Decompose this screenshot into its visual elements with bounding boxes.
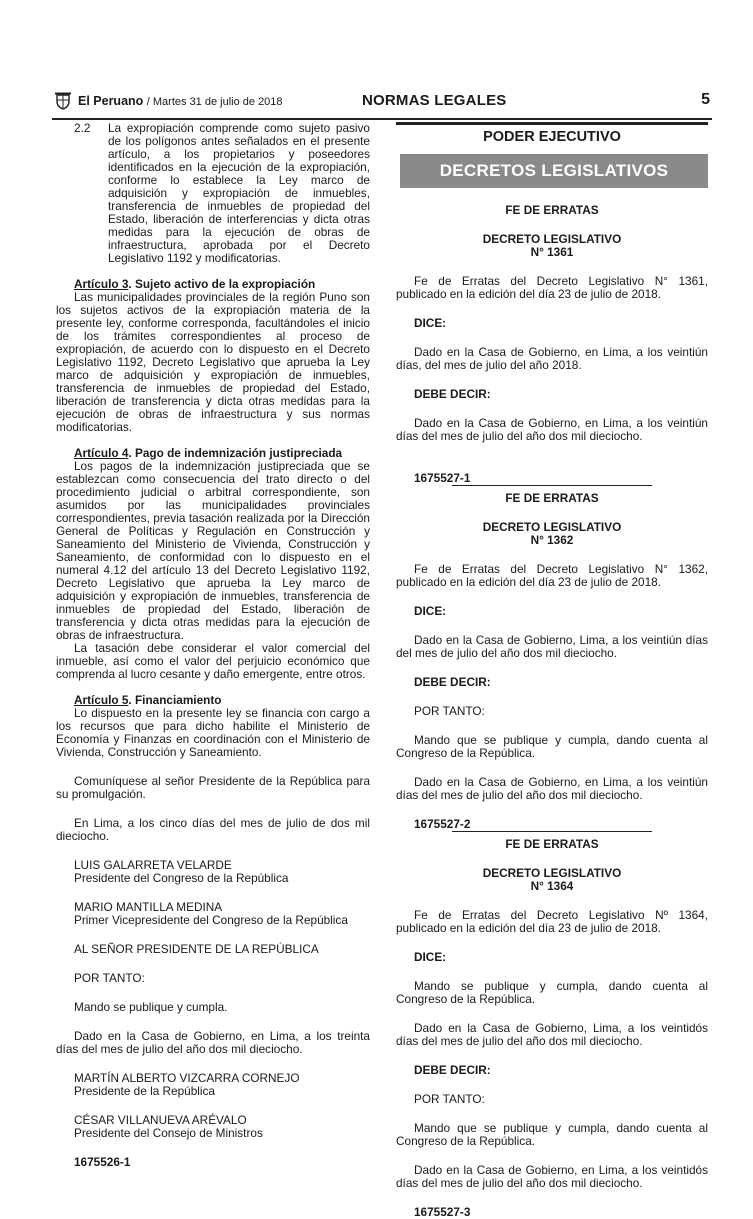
article-4-text-1: Los pagos de la indemnización justipreciada que se establezcan como consecuencia del trato directo o del procedimiento judicial o arbitral correspondiente, son asumidos por las municipalidades provinciales correspondientes, previa tasación realizada por la Dirección General de Políticas y Regulación en Construcción y Saneamiento del Ministerio de Vivienda, Construcción y Saneamiento, de conformidad con lo dispuesto en el numeral 4.12 del artículo 13 del Decreto Legislativo 1192, Decreto Legislativo que aprueba la Ley marco de adquisición y expropiación de inmuebles, transferencia de inmuebles de propiedad del Estado, liberación de transferencia y dicta otras medidas para la ejecución de obras de infraestructura. [56,459,370,642]
errata-2-intro: Fe de Erratas del Decreto Legislativo N° 1362, publicado en la edición del día 23 de julio de 2018. [396,562,708,589]
errata-1-dice-text: Dado en la Casa de Gobierno, en Lima, a los veintiún días, del mes de julio del año 2018. [396,345,708,372]
article-5-heading: Artículo 5. Financiamiento [74,693,222,707]
item-text: La expropiación comprende como sujeto pasivo de los polígonos antes señalados en el presente artículo, a los propietarios y poseedores identificados en la ejecución de la expropiación, conforme lo establece la Ley marco de adquisición y expropiación de inmuebles, transferencia de inmuebles de propiedad del Estado, liberación de interferencias y dicta otras medidas para la ejecución de obras de infraestructura, aprobada por el Decreto Legislativo 1192 y modificatorias. [108,121,370,265]
page-number: 5 [701,91,710,108]
al-senor-presidente: AL SEÑOR PRESIDENTE DE LA REPÚBLICA [74,942,319,956]
errata-1-dice-label: DICE: [414,316,447,330]
por-tanto: POR TANTO: [74,971,145,985]
errata-2-dice-text: Dado en la Casa de Gobierno, Lima, a los veintiún días del mes de julio del año dos mil dieciocho. [396,633,708,660]
comuniquese-text: Comuníquese al señor Presidente de la República para su promulgación. [56,774,370,801]
errata-1-heading: FE DE ERRATAS [505,203,599,217]
errata-1-debe-text: Dado en la Casa de Gobierno, en Lima, a los veintiún días del mes de julio del año dos mil dieciocho. [396,416,708,443]
signature-2-name: MARIO MANTILLA MEDINA [74,900,223,914]
errata-3-dice-text-2: Dado en la Casa de Gobierno, Lima, a los veintidós días del mes de julio del año dos mil dieciocho. [396,1021,708,1048]
errata-2-title: DECRETO LEGISLATIVO [482,520,622,534]
errata-2-dice-label: DICE: [414,604,447,618]
article-4-text-2: La tasación debe considerar el valor comercial del inmueble, así como el valor del perjuicio económico que comprenda al lucro cesante y daño emergente, entre otros. [56,641,370,681]
errata-3-dado: Dado en la Casa de Gobierno, en Lima, a los veintidós días del mes de julio del año dos mil dieciocho. [396,1163,708,1190]
errata-3-intro: Fe de Erratas del Decreto Legislativo Nº 1364, publicado en la edición del día 23 de julio de 2018. [396,908,708,935]
mando-text: Mando se publique y cumpla. [74,1000,228,1014]
coat-of-arms-icon [54,92,72,110]
errata-1-title: DECRETO LEGISLATIVO [482,232,622,246]
errata-2-number: N° 1362 [530,533,574,547]
errata-1-debe-label: DEBE DECIR: [414,387,491,401]
publication-code: 1675526-1 [74,1155,131,1169]
errata-3-dice-label: DICE: [414,950,447,964]
errata-2-mando: Mando que se publique y cumpla, dando cuenta al Congreso de la República. [396,733,708,760]
left-column [56,122,370,1169]
header-date: / Martes 31 de julio de 2018 [146,96,283,108]
errata-3-dice-text-1: Mando se publique y cumpla, dando cuenta al Congreso de la República. [396,979,708,1006]
errata-2-por-tanto: POR TANTO: [414,704,485,718]
errata-3-heading: FE DE ERRATAS [505,837,599,851]
errata-3-title: DECRETO LEGISLATIVO [482,866,622,880]
errata-2-heading: FE DE ERRATAS [505,491,599,505]
errata-1-intro: Fe de Erratas del Decreto Legislativo N° 1361, publicado en la edición del día 23 de julio de 2018. [396,274,708,301]
errata-3-number: N° 1364 [530,879,574,893]
errata-2-dado: Dado en la Casa de Gobierno, en Lima, a los veintiún días del mes de julio del año dos mil dieciocho. [396,775,708,802]
signature-4-name: CÉSAR VILLANUEVA ARÉVALO [74,1113,247,1127]
errata-3-code: 1675527-3 [414,1205,471,1219]
errata-2-code: 1675527-2 [414,817,471,831]
signature-1-title: Presidente del Congreso de la República [74,871,289,885]
signature-3-title: Presidente de la República [74,1084,215,1098]
newspaper-name: El Peruano / Martes 31 de julio de 2018 [78,94,283,108]
errata-3-debe-label: DEBE DECIR: [414,1063,491,1077]
item-2-2 [74,122,370,265]
errata-3-mando: Mando que se publique y cumpla, dando cuenta al Congreso de la República. [396,1121,708,1148]
errata-3-por-tanto: POR TANTO: [414,1092,485,1106]
section-title: PODER EJECUTIVO [396,122,708,144]
signature-1-name: LUIS GALARRETA VELARDE [74,858,232,872]
dado-text: Dado en la Casa de Gobierno, en Lima, a los treinta días del mes de julio del año dos mil dieciocho. [56,1029,370,1056]
header-section-title: NORMAS LEGALES [362,92,507,109]
page-header [52,90,712,120]
right-column [396,122,708,1219]
section-banner: DECRETOS LEGISLATIVOS [400,154,708,188]
article-4-heading: Artículo 4. Pago de indemnización justipreciada [74,446,343,460]
en-lima-text: En Lima, a los cinco días del mes de julio de dos mil dieciocho. [56,816,370,843]
article-3-heading: Artículo 3. Sujeto activo de la expropiación [74,277,316,291]
signature-3-name: MARTÍN ALBERTO VIZCARRA CORNEJO [74,1071,300,1085]
errata-1-code: 1675527-1 [414,471,471,485]
article-5-text: Lo dispuesto en la presente ley se financia con cargo a los recursos que para dicho habilite el Ministerio de Economía y Finanzas en coordinación con el Ministerio de Vivienda, Construcción y Saneamiento. [56,706,370,759]
signature-4-title: Presidente del Consejo de Ministros [74,1126,263,1140]
signature-2-title: Primer Vicepresidente del Congreso de la República [74,913,348,927]
article-3-text: Las municipalidades provinciales de la región Puno son los sujetos activos de la expropiación materia de la presente ley, conforme corresponda, facultándoles el inicio de los trámites correspondientes al proceso de expropiación, de acuerdo con lo dispuesto en el Decreto Legislativo 1192, Decreto Legislativo que aprueba la Ley marco de adquisición y expropiación de inmuebles, transferencia de inmuebles de propiedad del Estado, liberación de transferencia y dicta otras medidas para la ejecución de obras de infraestructura y sus normas modificatorias. [56,290,370,434]
errata-1-number: N° 1361 [530,245,574,259]
errata-2-debe-label: DEBE DECIR: [414,675,491,689]
item-number: 2.2 [74,121,91,135]
